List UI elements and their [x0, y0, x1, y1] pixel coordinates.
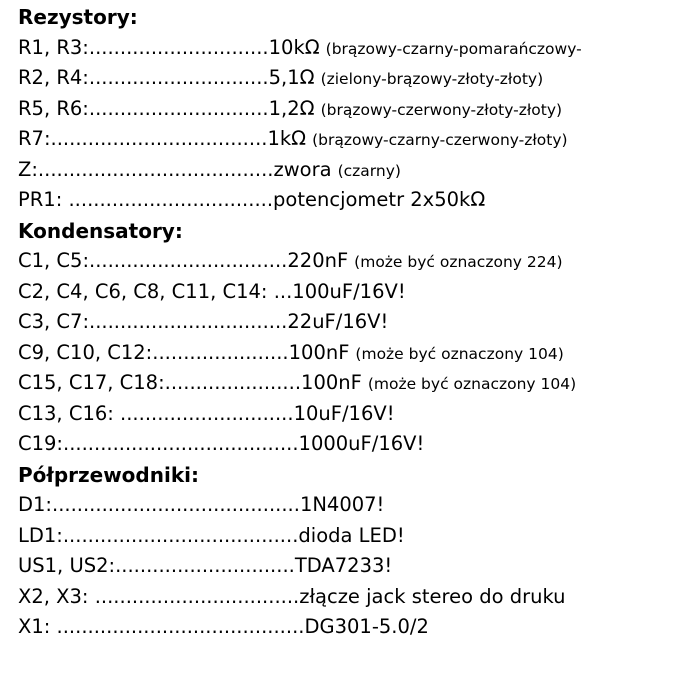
part-note: (brązowy-czarny-czerwony-złoty) — [312, 131, 568, 149]
part-note: (czarny) — [337, 161, 401, 180]
part-row — [18, 582, 673, 613]
part-row — [18, 33, 673, 64]
part-value: zwora — [273, 157, 332, 181]
part-value: 5,1Ω — [268, 66, 315, 89]
part-value: 22uF/16V! — [287, 310, 389, 333]
part-row — [18, 94, 673, 125]
part-value: złącze jack stereo do druku — [299, 584, 566, 608]
part-value: 1kΩ — [267, 127, 307, 150]
part-designator: R1, R3:............................. — [18, 35, 269, 59]
part-value: potencjometr 2x50kΩ — [273, 188, 486, 211]
part-designator: Z:...................................... — [18, 157, 274, 181]
section-heading: Półprzewodniki: — [18, 462, 199, 487]
part-row — [18, 399, 673, 430]
part-row — [18, 551, 673, 582]
section-semiconductors — [18, 460, 673, 643]
part-value: 1,2Ω — [268, 96, 315, 120]
part-designator: C3, C7:................................ — [18, 310, 288, 333]
part-value: 10kΩ — [268, 35, 320, 59]
part-designator: D1:........................................ — [18, 493, 300, 516]
part-value: 10uF/16V! — [293, 401, 395, 425]
part-row — [18, 63, 673, 94]
part-row — [18, 185, 673, 216]
part-value: dioda LED! — [298, 523, 405, 547]
section-heading: Kondensatory: — [18, 218, 183, 243]
part-row — [18, 124, 673, 155]
part-value: 100nF — [301, 371, 362, 394]
part-note: (zielony-brązowy-złoty-złoty) — [320, 70, 544, 88]
part-designator: C1, C5:................................ — [18, 249, 288, 272]
part-value: 1000uF/16V! — [298, 432, 425, 455]
part-designator: C2, C4, C6, C8, C11, C14: ... — [18, 279, 293, 303]
part-row — [18, 521, 673, 552]
part-designator: R5, R6:............................. — [18, 96, 269, 120]
part-row — [18, 307, 673, 338]
part-designator: R7:................................... — [18, 127, 268, 150]
part-value: 100nF — [288, 340, 350, 364]
section-resistors — [18, 2, 673, 216]
part-note: (może być oznaczony 224) — [354, 253, 563, 271]
part-note: (może być oznaczony 104) — [367, 375, 577, 393]
part-designator: R2, R4:............................. — [18, 66, 269, 89]
section-heading: Rezystory: — [18, 5, 138, 29]
part-value: TDA7233! — [294, 554, 393, 577]
section-capacitors — [18, 216, 673, 460]
part-row — [18, 429, 673, 460]
part-value: 220nF — [287, 249, 349, 272]
part-row — [18, 277, 673, 308]
part-row — [18, 246, 673, 277]
part-row — [18, 338, 673, 369]
part-designator: X2, X3: ................................. — [18, 584, 300, 608]
part-designator: C13, C16: ............................ — [18, 401, 294, 425]
part-designator: C9, C10, C12:...................... — [18, 340, 289, 364]
part-note: (brązowy-czarny-pomarańczowy- — [325, 39, 582, 58]
part-value: 1N4007! — [299, 493, 385, 516]
part-designator: C19:...................................... — [18, 432, 299, 455]
part-note: (brązowy-czerwony-złoty-złoty) — [320, 100, 563, 119]
part-designator: X1: ........................................ — [18, 615, 305, 638]
part-value: DG301-5.0/2 — [304, 615, 429, 638]
parts-list — [18, 2, 673, 643]
part-designator: LD1:...................................... — [18, 523, 299, 547]
part-designator: US1, US2:............................. — [18, 554, 295, 577]
part-row — [18, 612, 673, 643]
part-designator: C15, C17, C18:...................... — [18, 371, 302, 394]
part-value: 100uF/16V! — [292, 279, 406, 303]
part-row — [18, 490, 673, 521]
part-note: (może być oznaczony 104) — [355, 344, 564, 363]
part-row — [18, 368, 673, 399]
part-row — [18, 155, 673, 186]
part-designator: PR1: ................................. — [18, 188, 274, 211]
